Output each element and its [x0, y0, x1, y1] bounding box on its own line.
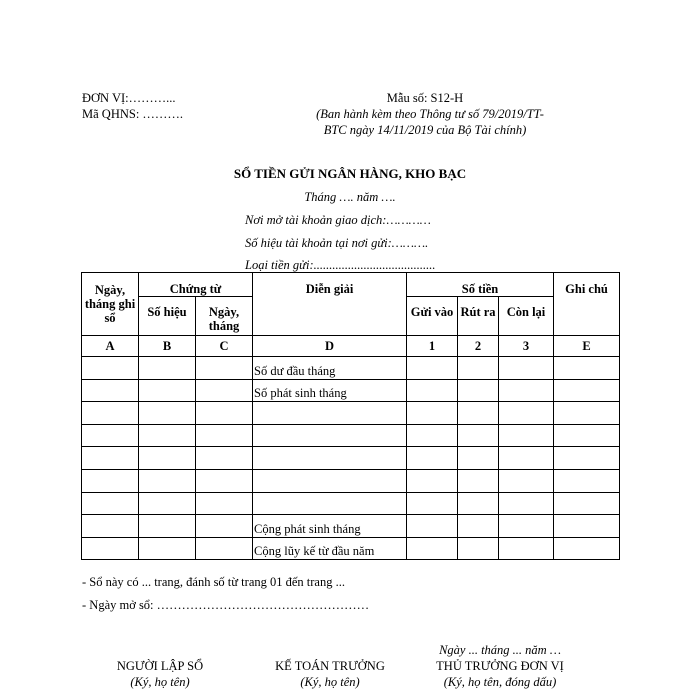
unit-label: ĐƠN VỊ:………...: [82, 91, 176, 105]
table-row: [82, 357, 620, 380]
row-description: [253, 447, 407, 470]
table-row: [82, 379, 620, 402]
period-line: Tháng …. năm ….: [304, 190, 396, 204]
column-code: 2: [458, 336, 499, 357]
table-row: [82, 424, 620, 447]
open-date-note: - Ngày mở sổ: ……………………………………………: [82, 598, 370, 612]
head-sign-note: (Ký, họ tên, đóng dấu): [443, 675, 557, 689]
table-row: [82, 469, 620, 492]
row-description: Số phát sinh tháng: [253, 379, 407, 402]
header-voucher-date: Ngày, tháng: [196, 297, 253, 336]
account-number-line: Số hiệu tài khoản tại nơi gửi:……….: [245, 236, 429, 250]
column-code: E: [554, 336, 620, 357]
table-row: [82, 515, 620, 538]
row-description: Cộng lũy kế từ đầu năm: [253, 537, 407, 560]
column-code: 3: [499, 336, 554, 357]
header-voucher-no: Số hiệu: [139, 297, 196, 336]
header-date: Ngày, tháng ghi sổ: [82, 273, 139, 336]
row-description: [253, 402, 407, 425]
form-number: Mẫu số: S12-H: [386, 91, 464, 105]
qhns-label: Mã QHNS: ……….: [82, 107, 184, 121]
column-code: A: [82, 336, 139, 357]
page-count-note: - Sổ này có ... trang, đánh số từ trang 01 đến trang ...: [82, 575, 345, 589]
preparer-title: NGƯỜI LẬP SỔ: [116, 659, 204, 673]
row-description: [253, 469, 407, 492]
sign-date-line: Ngày ... tháng ... năm …: [439, 643, 561, 657]
header-withdraw: Rút ra: [458, 297, 499, 336]
accountant-title: KẾ TOÁN TRƯỞNG: [275, 659, 385, 673]
header-amount: Số tiền: [407, 273, 554, 297]
table-row: [82, 492, 620, 515]
row-description: Số dư đầu tháng: [253, 357, 407, 380]
header-balance: Còn lại: [499, 297, 554, 336]
issued-line-1: (Ban hành kèm theo Thông tư số 79/2019/TT-: [316, 107, 544, 121]
header-note: Ghi chú: [554, 273, 620, 336]
ledger-table: [81, 272, 620, 560]
row-description: [253, 492, 407, 515]
head-title: THỦ TRƯỞNG ĐƠN VỊ: [436, 659, 564, 673]
row-description: Cộng phát sinh tháng: [253, 515, 407, 538]
table-row: [82, 537, 620, 560]
header-voucher: Chứng từ: [139, 273, 253, 297]
column-code: D: [253, 336, 407, 357]
column-code: B: [139, 336, 196, 357]
accountant-sign-note: (Ký, họ tên): [300, 675, 360, 689]
table-row: [82, 447, 620, 470]
account-place-line: Nơi mở tài khoản giao dịch:…………: [245, 213, 431, 227]
column-code-row: [82, 336, 620, 357]
row-description: [253, 424, 407, 447]
table-row: [82, 402, 620, 425]
header-deposit: Gửi vào: [407, 297, 458, 336]
issued-line-2: BTC ngày 14/11/2019 của Bộ Tài chính): [323, 123, 527, 137]
column-code: 1: [407, 336, 458, 357]
header-description: Diễn giải: [253, 273, 407, 336]
deposit-type-line: Loại tiền gửi:.......................................: [245, 258, 436, 272]
page-title: SỔ TIỀN GỬI NGÂN HÀNG, KHO BẠC: [233, 166, 467, 181]
column-code: C: [196, 336, 253, 357]
preparer-sign-note: (Ký, họ tên): [130, 675, 190, 689]
